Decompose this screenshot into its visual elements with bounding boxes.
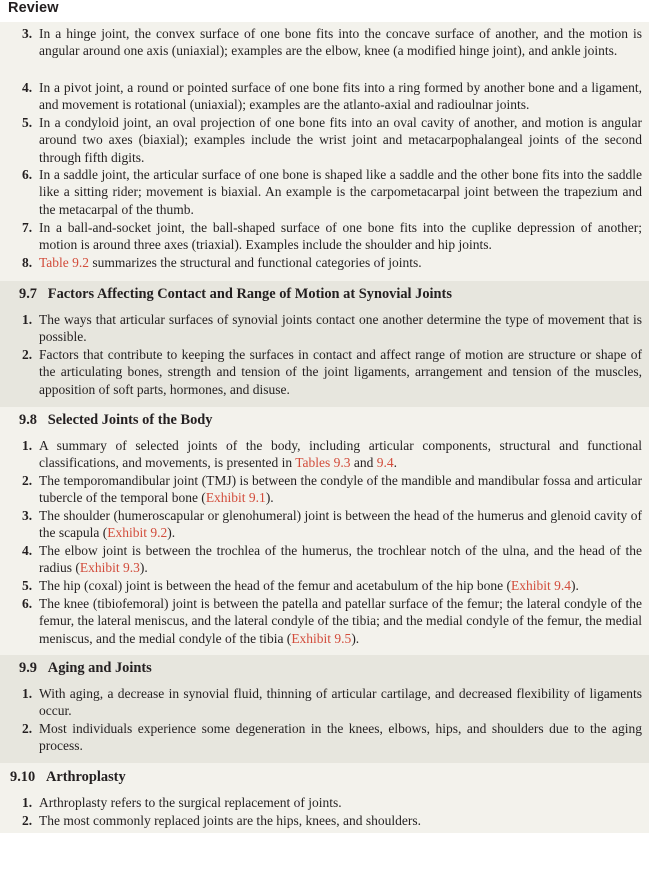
section-title: Aging and Joints xyxy=(47,660,152,676)
item-number: 3. xyxy=(22,26,33,41)
item-text-part: ). xyxy=(570,578,579,593)
item-number: 2. xyxy=(22,813,33,828)
list-item xyxy=(22,346,642,398)
item-number: 2. xyxy=(22,347,33,362)
section-heading-9-8 xyxy=(19,412,212,429)
section-number: 9.8 xyxy=(19,412,37,428)
list-item xyxy=(22,25,642,60)
exhibit-9-5-link[interactable]: Exhibit 9.5 xyxy=(291,630,352,646)
item-text-part: The shoulder (humeroscapular or glenohumeral) joint is between the head of the humerus and glenoid cavity of the scapula ( xyxy=(39,508,642,541)
item-number: 5. xyxy=(22,115,33,130)
item-text: In a condyloid joint, an oval projection of one bone fits into an oval cavity of another, and motion is angular around two axes (biaxial); examples include the wrist joint and metacarpophalangeal joints of the second through fifth digits. xyxy=(39,115,642,165)
section-title: Factors Affecting Contact and Range of Motion at Synovial Joints xyxy=(47,286,452,302)
item-text-part: A summary of selected joints of the body, including articular components, structural and functional classifications, and movements, is presented in xyxy=(39,438,642,471)
item-number: 4. xyxy=(22,80,33,95)
review-heading: Review xyxy=(8,0,59,16)
item-number: 1. xyxy=(22,438,33,453)
list-item xyxy=(22,794,642,811)
item-text-part: The elbow joint is between the trochlea of the humerus, the trochlear notch of the ulna, and the head of the radius ( xyxy=(39,543,642,576)
item-number: 1. xyxy=(22,686,33,701)
item-text: Factors that contribute to keeping the surfaces in contact and affect range of motion are structure or shape of the articulating bones, strength and tension of the joint ligaments, arrangement and tension of the muscles, apposition of soft parts, hormones, and disuse. xyxy=(39,347,642,397)
item-text-rest: summarizes the structural and functional categories of joints. xyxy=(89,255,422,270)
list-item xyxy=(22,472,642,507)
exhibit-9-3-link[interactable]: Exhibit 9.3 xyxy=(79,560,140,576)
item-text: The ways that articular surfaces of synovial joints contact one another determine the type of movement that is possible. xyxy=(39,312,642,345)
tables-9-3-link[interactable]: Tables 9.3 xyxy=(295,455,351,471)
list-item xyxy=(22,114,642,166)
item-text-part: . xyxy=(393,455,397,471)
item-text: In a hinge joint, the convex surface of one bone fits into the concave surface of another, and the motion is angular around one axis (uniaxial); examples are the elbow, knee (a modified hinge joint), and ankle joints. xyxy=(39,26,642,59)
exhibit-9-4-link[interactable]: Exhibit 9.4 xyxy=(510,578,571,593)
list-item xyxy=(22,577,642,594)
item-number: 1. xyxy=(22,795,33,810)
list-item xyxy=(22,79,642,114)
list-item xyxy=(22,685,642,720)
item-text: The most commonly replaced joints are the hips, knees, and shoulders. xyxy=(39,813,422,828)
item-text: Arthroplasty refers to the surgical replacement of joints. xyxy=(39,795,342,810)
item-text-part: The knee (tibiofemoral) joint is between the patella and patellar surface of the femur; the lateral condyle of the femur, the lateral meniscus, and the lateral condyle of the tibia; and the medial condyle of the femur, the medial meniscus, and the medial condyle of the tibia ( xyxy=(39,596,642,646)
item-number: 8. xyxy=(22,255,33,270)
item-text-part: and xyxy=(350,455,377,471)
item-text-part: ). xyxy=(139,560,148,576)
item-text xyxy=(39,542,642,577)
item-text-part: The hip (coxal) joint is between the head of the femur and acetabulum of the hip bone ( xyxy=(39,578,511,593)
item-text: In a ball-and-socket joint, the ball-shaped surface of one bone fits into the cuplike depression of another; motion is around three axes (triaxial). Examples include the shoulder and hip joints. xyxy=(39,220,642,253)
section-title: Selected Joints of the Body xyxy=(47,412,213,428)
table-9-2-link[interactable]: Table 9.2 xyxy=(39,255,90,270)
item-text xyxy=(39,254,642,271)
list-item xyxy=(22,507,642,542)
item-number: 6. xyxy=(22,596,33,611)
section-number: 9.9 xyxy=(19,660,37,676)
item-text xyxy=(39,437,642,472)
item-text xyxy=(39,507,642,542)
item-text: With aging, a decrease in synovial fluid, thinning of articular cartilage, and decreased flexibility of ligaments occur. xyxy=(39,686,642,719)
list-item xyxy=(22,254,642,271)
list-item xyxy=(22,812,642,829)
section-heading-9-7 xyxy=(19,286,452,303)
item-text xyxy=(39,577,642,594)
section-heading-9-10 xyxy=(10,769,126,786)
item-text: Most individuals experience some degeneration in the knees, elbows, hips, and shoulders due to the aging process. xyxy=(39,721,642,754)
item-number: 4. xyxy=(22,543,33,558)
list-item xyxy=(22,542,642,577)
header-bar xyxy=(0,0,649,22)
item-text xyxy=(39,472,642,507)
item-number: 2. xyxy=(22,473,33,488)
item-text xyxy=(39,595,642,647)
list-item xyxy=(22,219,642,254)
section-heading-9-9 xyxy=(19,660,152,677)
list-item xyxy=(22,311,642,346)
item-text: In a pivot joint, a round or pointed surface of one bone fits into a ring formed by another bone and a ligament, and movement is rotational (uniaxial); examples are the atlanto-axial and radioulnar joints. xyxy=(39,80,642,113)
item-text-part: ). xyxy=(265,490,274,506)
list-item xyxy=(22,166,642,218)
section-number: 9.7 xyxy=(19,286,37,302)
item-text-part: ). xyxy=(351,630,360,646)
item-text-part: The temporomandibular joint (TMJ) is between the condyle of the mandible and mandibular fossa and articular tubercle of the temporal bone ( xyxy=(39,473,642,506)
item-number: 5. xyxy=(22,578,33,593)
exhibit-9-1-link[interactable]: Exhibit 9.1 xyxy=(205,490,266,506)
item-text-part: ). xyxy=(167,525,176,541)
section-number: 9.10 xyxy=(10,769,36,785)
item-number: 2. xyxy=(22,721,33,736)
item-number: 1. xyxy=(22,312,33,327)
item-number: 7. xyxy=(22,220,33,235)
list-item xyxy=(22,720,642,755)
list-item xyxy=(22,437,642,472)
table-9-4-link[interactable]: 9.4 xyxy=(376,455,394,471)
list-item xyxy=(22,595,642,647)
section-title: Arthroplasty xyxy=(45,769,126,785)
item-text: In a saddle joint, the articular surface of one bone is shaped like a saddle and the other bone fits into the saddle like a sitting rider; movement is biaxial. An example is the carpometacarpal joint between the trapezium and the metacarpal of the thumb. xyxy=(39,167,642,217)
exhibit-9-2-link[interactable]: Exhibit 9.2 xyxy=(107,525,168,541)
item-number: 3. xyxy=(22,508,33,523)
item-number: 6. xyxy=(22,167,33,182)
